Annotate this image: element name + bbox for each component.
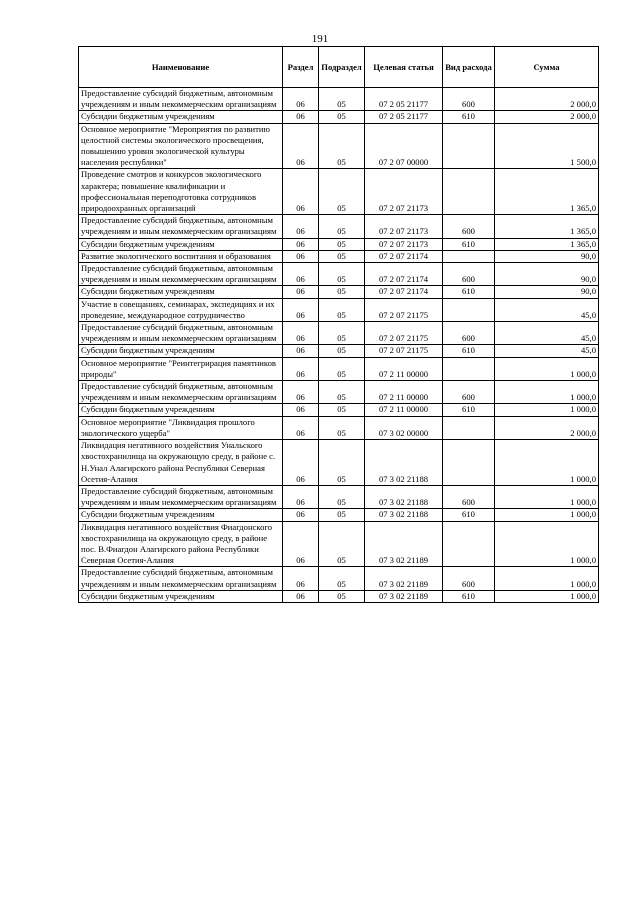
- cell-name: Предоставление субсидий бюджетным, автономным учреждениям и иным некоммерческим организациям: [79, 485, 283, 508]
- cell-name: Субсидии бюджетным учреждениям: [79, 345, 283, 357]
- cell-razdel: 06: [283, 521, 319, 567]
- table-row: [79, 263, 599, 286]
- header-statya: Целевая статья: [365, 47, 443, 88]
- cell-podrazdel: 05: [319, 88, 365, 111]
- cell-vid: [443, 123, 495, 169]
- cell-summa: 1 000,0: [495, 440, 599, 486]
- cell-podrazdel: 05: [319, 322, 365, 345]
- header-name: Наименование: [79, 47, 283, 88]
- cell-name: Ликвидация негативного воздействия Унальского хвостохранилища на окружающую среду, в районе с. Н.Унал Алагирского района Республики Северная Осетия-Алания: [79, 440, 283, 486]
- cell-podrazdel: 05: [319, 404, 365, 416]
- cell-podrazdel: 05: [319, 381, 365, 404]
- cell-razdel: 06: [283, 345, 319, 357]
- cell-name: Субсидии бюджетным учреждениям: [79, 404, 283, 416]
- cell-statya: 07 2 07 21173: [365, 215, 443, 238]
- cell-razdel: 06: [283, 123, 319, 169]
- cell-podrazdel: 05: [319, 286, 365, 298]
- cell-razdel: 06: [283, 322, 319, 345]
- cell-vid: [443, 298, 495, 321]
- cell-vid: 600: [443, 485, 495, 508]
- cell-summa: 90,0: [495, 286, 599, 298]
- cell-name: Участие в совещаниях, семинарах, экспедициях и их проведение, международное сотрудничество: [79, 298, 283, 321]
- cell-razdel: 06: [283, 111, 319, 123]
- cell-name: Проведение смотров и конкурсов экологического характера; повышение квалификации и профессиональная переподготовка сотрудников природоохранных организаций: [79, 169, 283, 215]
- cell-summa: 1 500,0: [495, 123, 599, 169]
- cell-podrazdel: 05: [319, 215, 365, 238]
- table-row: [79, 416, 599, 439]
- cell-podrazdel: 05: [319, 123, 365, 169]
- table-row: [79, 440, 599, 486]
- cell-summa: 1 000,0: [495, 357, 599, 380]
- cell-razdel: 06: [283, 509, 319, 521]
- cell-summa: 2 000,0: [495, 88, 599, 111]
- cell-summa: 1 000,0: [495, 404, 599, 416]
- table-row: [79, 215, 599, 238]
- cell-razdel: 06: [283, 440, 319, 486]
- cell-statya: 07 2 05 21177: [365, 111, 443, 123]
- cell-razdel: 06: [283, 416, 319, 439]
- cell-razdel: 06: [283, 263, 319, 286]
- cell-name: Предоставление субсидий бюджетным, автономным учреждениям и иным некоммерческим организациям: [79, 322, 283, 345]
- header-row: [79, 47, 599, 88]
- table-row: [79, 345, 599, 357]
- cell-vid: 600: [443, 88, 495, 111]
- cell-name: Субсидии бюджетным учреждениям: [79, 238, 283, 250]
- table-row: [79, 322, 599, 345]
- cell-vid: 600: [443, 381, 495, 404]
- table-row: [79, 590, 599, 602]
- cell-name: Предоставление субсидий бюджетным, автономным учреждениям и иным некоммерческим организациям: [79, 88, 283, 111]
- cell-statya: 07 3 02 21189: [365, 521, 443, 567]
- cell-vid: 600: [443, 215, 495, 238]
- cell-statya: 07 2 11 00000: [365, 357, 443, 380]
- cell-vid: 600: [443, 322, 495, 345]
- budget-table: [78, 46, 599, 603]
- cell-summa: 2 000,0: [495, 111, 599, 123]
- cell-summa: 90,0: [495, 263, 599, 286]
- cell-vid: 610: [443, 590, 495, 602]
- cell-statya: 07 3 02 21189: [365, 590, 443, 602]
- table-row: [79, 298, 599, 321]
- cell-statya: 07 3 02 21189: [365, 567, 443, 590]
- cell-podrazdel: 05: [319, 111, 365, 123]
- cell-summa: 2 000,0: [495, 416, 599, 439]
- cell-statya: 07 2 07 21173: [365, 169, 443, 215]
- table-row: [79, 88, 599, 111]
- cell-podrazdel: 05: [319, 440, 365, 486]
- table-row: [79, 238, 599, 250]
- cell-podrazdel: 05: [319, 521, 365, 567]
- table-row: [79, 286, 599, 298]
- cell-vid: 600: [443, 263, 495, 286]
- cell-name: Предоставление субсидий бюджетным, автономным учреждениям и иным некоммерческим организациям: [79, 381, 283, 404]
- header-podrazdel: Подраздел: [319, 47, 365, 88]
- cell-name: Субсидии бюджетным учреждениям: [79, 286, 283, 298]
- table-row: [79, 404, 599, 416]
- cell-vid: [443, 440, 495, 486]
- cell-podrazdel: 05: [319, 263, 365, 286]
- cell-podrazdel: 05: [319, 416, 365, 439]
- cell-statya: 07 2 07 21174: [365, 286, 443, 298]
- table-row: [79, 123, 599, 169]
- cell-statya: 07 2 05 21177: [365, 88, 443, 111]
- cell-vid: 600: [443, 567, 495, 590]
- cell-razdel: 06: [283, 404, 319, 416]
- cell-summa: 1 000,0: [495, 567, 599, 590]
- cell-razdel: 06: [283, 381, 319, 404]
- cell-razdel: 06: [283, 88, 319, 111]
- cell-summa: 45,0: [495, 322, 599, 345]
- cell-summa: 1 365,0: [495, 169, 599, 215]
- cell-summa: 1 000,0: [495, 521, 599, 567]
- cell-podrazdel: 05: [319, 485, 365, 508]
- cell-vid: [443, 416, 495, 439]
- cell-razdel: 06: [283, 215, 319, 238]
- cell-podrazdel: 05: [319, 357, 365, 380]
- cell-vid: 610: [443, 509, 495, 521]
- cell-statya: 07 2 07 21174: [365, 263, 443, 286]
- cell-statya: 07 3 02 21188: [365, 485, 443, 508]
- cell-vid: 610: [443, 286, 495, 298]
- header-razdel: Раздел: [283, 47, 319, 88]
- cell-statya: 07 2 11 00000: [365, 381, 443, 404]
- cell-razdel: 06: [283, 298, 319, 321]
- cell-name: Основное мероприятие "Ликвидация прошлого экологического ущерба": [79, 416, 283, 439]
- cell-summa: 1 000,0: [495, 381, 599, 404]
- cell-razdel: 06: [283, 567, 319, 590]
- cell-podrazdel: 05: [319, 345, 365, 357]
- header-summa: Сумма: [495, 47, 599, 88]
- cell-summa: 1 000,0: [495, 509, 599, 521]
- cell-name: Основное мероприятие "Реинтегрирация памятников природы": [79, 357, 283, 380]
- table-row: [79, 357, 599, 380]
- cell-name: Субсидии бюджетным учреждениям: [79, 590, 283, 602]
- table-row: [79, 485, 599, 508]
- cell-razdel: 06: [283, 357, 319, 380]
- table-row: [79, 521, 599, 567]
- cell-summa: 1 365,0: [495, 215, 599, 238]
- cell-summa: 1 000,0: [495, 485, 599, 508]
- table-row: [79, 509, 599, 521]
- table-row: [79, 250, 599, 262]
- cell-statya: 07 2 07 00000: [365, 123, 443, 169]
- cell-podrazdel: 05: [319, 250, 365, 262]
- cell-podrazdel: 05: [319, 298, 365, 321]
- cell-name: Предоставление субсидий бюджетным, автономным учреждениям и иным некоммерческим организациям: [79, 263, 283, 286]
- cell-name: Развитие экологического воспитания и образования: [79, 250, 283, 262]
- cell-podrazdel: 05: [319, 238, 365, 250]
- table-row: [79, 169, 599, 215]
- cell-podrazdel: 05: [319, 590, 365, 602]
- cell-podrazdel: 05: [319, 567, 365, 590]
- cell-name: Предоставление субсидий бюджетным, автономным учреждениям и иным некоммерческим организациям: [79, 215, 283, 238]
- cell-summa: 45,0: [495, 345, 599, 357]
- cell-name: Ликвидация негативного воздействия Фиагдонского хвостохранилища на окружающую среду, в районе пос. В.Фиагдон Алагирского района Республики Северная Осетия-Алания: [79, 521, 283, 567]
- cell-summa: 45,0: [495, 298, 599, 321]
- cell-vid: 610: [443, 111, 495, 123]
- cell-name: Субсидии бюджетным учреждениям: [79, 111, 283, 123]
- cell-statya: 07 2 07 21175: [365, 322, 443, 345]
- page-number: 191: [311, 33, 329, 45]
- cell-statya: 07 2 07 21173: [365, 238, 443, 250]
- cell-razdel: 06: [283, 238, 319, 250]
- cell-vid: [443, 357, 495, 380]
- cell-podrazdel: 05: [319, 509, 365, 521]
- cell-razdel: 06: [283, 286, 319, 298]
- cell-statya: 07 3 02 00000: [365, 416, 443, 439]
- cell-summa: 90,0: [495, 250, 599, 262]
- cell-razdel: 06: [283, 485, 319, 508]
- cell-podrazdel: 05: [319, 169, 365, 215]
- cell-razdel: 06: [283, 169, 319, 215]
- cell-name: Предоставление субсидий бюджетным, автономным учреждениям и иным некоммерческим организациям: [79, 567, 283, 590]
- cell-summa: 1 365,0: [495, 238, 599, 250]
- cell-vid: [443, 521, 495, 567]
- cell-razdel: 06: [283, 250, 319, 262]
- table-row: [79, 111, 599, 123]
- cell-statya: 07 2 11 00000: [365, 404, 443, 416]
- cell-razdel: 06: [283, 590, 319, 602]
- cell-summa: 1 000,0: [495, 590, 599, 602]
- cell-statya: 07 3 02 21188: [365, 509, 443, 521]
- cell-name: Основное мероприятие "Мероприятия по развитию целостной системы экологического просвещения, повышению уровня экологической культуры населения республики": [79, 123, 283, 169]
- cell-vid: 610: [443, 345, 495, 357]
- table-row: [79, 381, 599, 404]
- cell-statya: 07 3 02 21188: [365, 440, 443, 486]
- cell-statya: 07 2 07 21175: [365, 345, 443, 357]
- cell-name: Субсидии бюджетным учреждениям: [79, 509, 283, 521]
- cell-vid: 610: [443, 404, 495, 416]
- cell-vid: [443, 169, 495, 215]
- table-row: [79, 567, 599, 590]
- cell-statya: 07 2 07 21174: [365, 250, 443, 262]
- header-vid: Вид расхода: [443, 47, 495, 88]
- cell-vid: [443, 250, 495, 262]
- cell-vid: 610: [443, 238, 495, 250]
- cell-statya: 07 2 07 21175: [365, 298, 443, 321]
